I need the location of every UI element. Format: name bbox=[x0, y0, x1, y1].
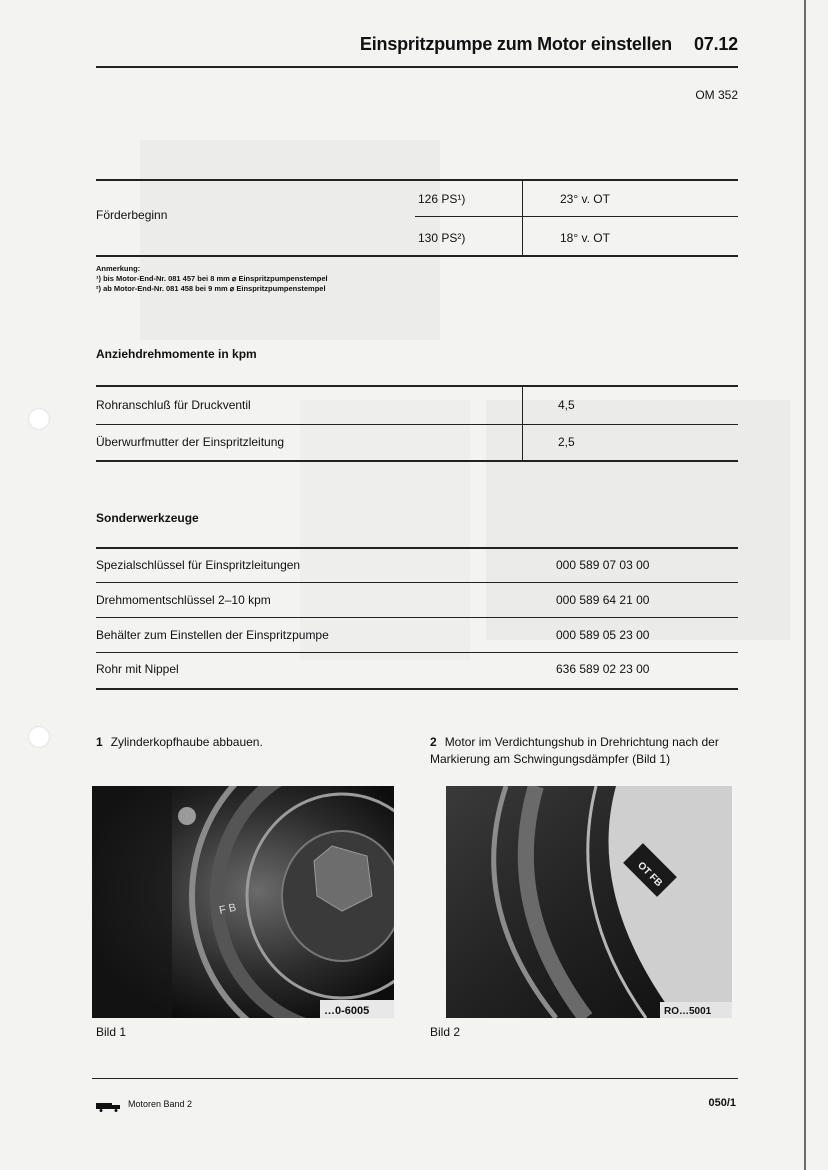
step-text: Zylinderkopfhaube abbauen. bbox=[110, 735, 263, 749]
table-rule bbox=[96, 617, 738, 618]
tool-row-label: Rohr mit Nippel bbox=[96, 662, 179, 676]
bleed-through-photo bbox=[140, 140, 440, 340]
header-rule bbox=[96, 66, 738, 68]
table-rule bbox=[96, 424, 738, 425]
table-rule bbox=[96, 652, 738, 653]
photo-code: RO…5001 bbox=[664, 1006, 712, 1017]
figure-1-caption: Bild 1 bbox=[96, 1025, 127, 1039]
anmerkung bbox=[96, 264, 328, 294]
tools-heading: Sonderwerkzeuge bbox=[96, 511, 199, 525]
value-126: 23° v. OT bbox=[560, 192, 610, 206]
bleed-through-photo bbox=[300, 400, 470, 660]
torque-row-value: 2,5 bbox=[558, 435, 575, 449]
footer-rule bbox=[92, 1078, 738, 1079]
figure-2-caption: Bild 2 bbox=[430, 1025, 461, 1039]
anmerkung-heading: Anmerkung: bbox=[96, 264, 141, 273]
figure-2-photo bbox=[446, 786, 732, 1018]
foerderbeginn-label: Förderbeginn bbox=[96, 208, 168, 222]
table-rule bbox=[96, 385, 738, 387]
photo-mark-otfb: OT FB bbox=[635, 860, 665, 890]
damper-marking-illustration bbox=[446, 786, 732, 1018]
variant-130: 130 PS²) bbox=[418, 231, 466, 245]
torque-row-label: Rohranschluß für Druckventil bbox=[96, 398, 251, 412]
page-number: 050/1 bbox=[708, 1097, 736, 1109]
section-number: 07.12 bbox=[693, 34, 738, 54]
figure-1-photo bbox=[92, 786, 394, 1018]
binder-hole-top bbox=[28, 408, 50, 430]
torque-heading: Anziehdrehmomente in kpm bbox=[96, 347, 257, 361]
step-1 bbox=[96, 734, 396, 751]
step-number: 1 bbox=[96, 735, 103, 749]
anmerkung-line-1: ¹) bis Motor-End-Nr. 081 457 bei 8 mm ⌀ Einspritzpumpenstempel bbox=[96, 274, 328, 283]
photo-code: …0-6005 bbox=[324, 1005, 370, 1017]
table-divider bbox=[522, 180, 523, 255]
photo-mark-fb: F B bbox=[218, 901, 238, 917]
step-number: 2 bbox=[430, 735, 437, 749]
tool-row-label: Behälter zum Einstellen der Einspritzpumpe bbox=[96, 628, 329, 642]
table-rule bbox=[96, 255, 738, 257]
footer-book-title: Motoren Band 2 bbox=[128, 1099, 193, 1109]
tool-row-part-number: 000 589 05 23 00 bbox=[556, 628, 650, 642]
torque-row-value: 4,5 bbox=[558, 398, 575, 412]
damper-pulley-illustration bbox=[92, 786, 394, 1018]
table-rule bbox=[96, 179, 738, 181]
step-text: Motor im Verdichtungshub in Drehrichtung nach der Markierung am Schwingungsdämpfer (Bild 1) bbox=[430, 735, 719, 766]
table-rule bbox=[415, 216, 738, 217]
table-rule bbox=[96, 460, 738, 462]
table-rule bbox=[96, 547, 738, 549]
tool-row-label: Spezialschlüssel für Einspritzleitungen bbox=[96, 558, 301, 572]
table-rule bbox=[96, 688, 738, 690]
step-2 bbox=[430, 734, 740, 768]
page-title bbox=[96, 34, 738, 55]
table-divider bbox=[522, 386, 523, 460]
value-130: 18° v. OT bbox=[560, 231, 610, 245]
truck-logo-icon bbox=[96, 1099, 122, 1117]
tool-row-part-number: 636 589 02 23 00 bbox=[556, 662, 650, 676]
tool-row-part-number: 000 589 07 03 00 bbox=[556, 558, 650, 572]
anmerkung-line-2: ²) ab Motor-End-Nr. 081 458 bei 9 mm ⌀ Einspritzpumpenstempel bbox=[96, 284, 326, 293]
engine-model: OM 352 bbox=[695, 88, 738, 102]
torque-row-label: Überwurfmutter der Einspritzleitung bbox=[96, 435, 285, 449]
page-edge-line bbox=[804, 0, 806, 1170]
variant-126: 126 PS¹) bbox=[418, 192, 466, 206]
tool-row-label: Drehmomentschlüssel 2–10 kpm bbox=[96, 593, 271, 607]
binder-hole-bottom bbox=[28, 726, 50, 748]
table-rule bbox=[96, 582, 738, 583]
title-text: Einspritzpumpe zum Motor einstellen bbox=[359, 34, 672, 54]
tool-row-part-number: 000 589 64 21 00 bbox=[556, 593, 650, 607]
